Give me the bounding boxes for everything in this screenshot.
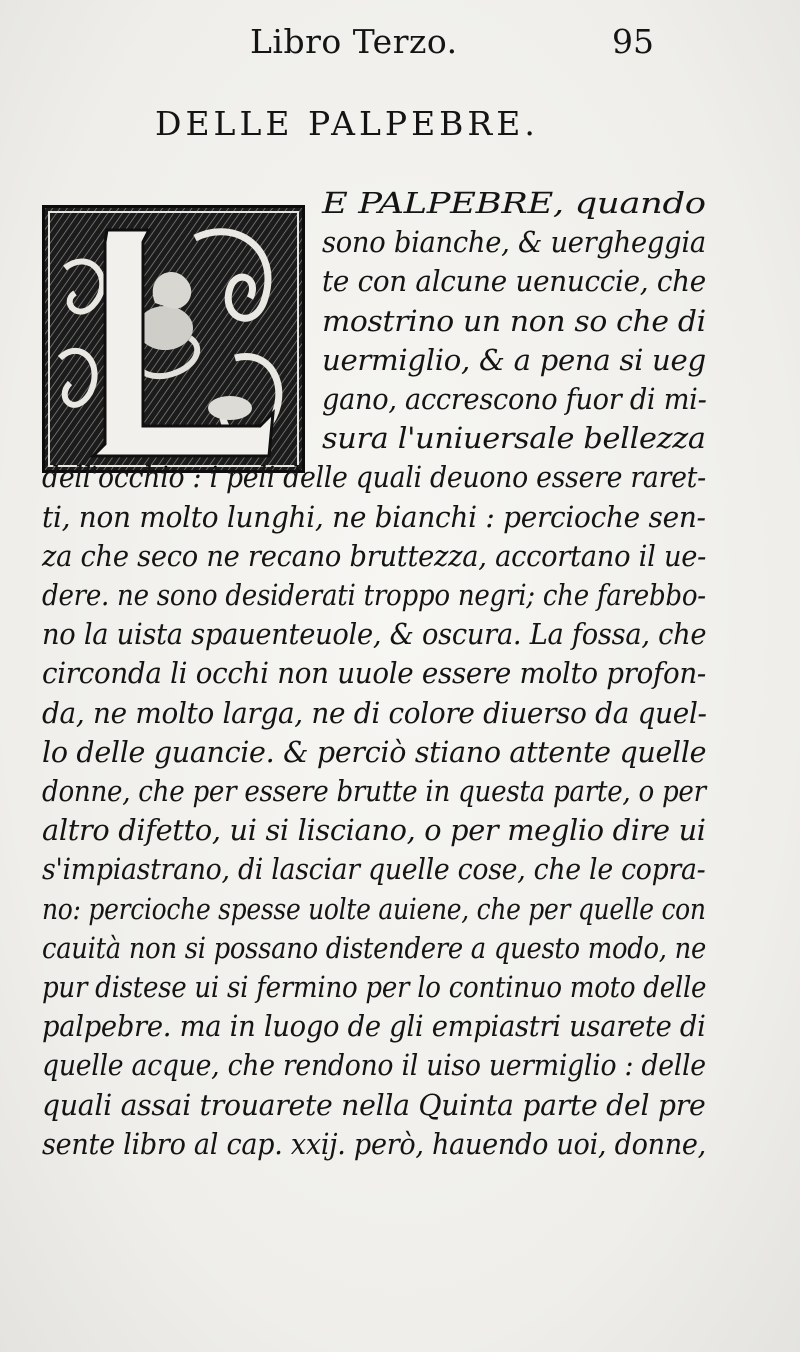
text-line: altro difetto, ui si lisciano, o per meglio dire ui [42,813,706,848]
text-line: lo delle guancie. & perciò stiano attente quelle [42,734,707,769]
text-line: no: percioche spesse uolte auiene, che per quelle con [42,891,706,926]
text-line: da, ne molto larga, ne di colore diuerso da quel- [42,695,707,730]
text-line: gano, accrescono fuor di mi- [322,382,707,416]
text-line: za che seco ne recano bruttezza, accortano il ue- [42,538,707,573]
text-line: quali assai trouarete nella Quinta parte del pre [42,1087,706,1122]
text-line: s'impiastrano, di lasciar quelle cose, che le copra- [42,852,706,887]
text-line: quelle acque, che rendono il uiso uermiglio : delle [42,1048,706,1083]
text-line: dere. ne sono desiderati troppo negri; che farebbo- [42,578,706,612]
text-line: palpebre. ma in luogo de gli empiastri usarete di [42,1009,706,1044]
page-number: 95 [612,22,654,61]
text-line: sente libro al cap. xxij. però, hauendo uoi, donne, [42,1126,706,1161]
text-line: circonda li occhi non uuole essere molto profon- [42,656,706,691]
text-line: donne, che per essere brutte in questa parte, o per [42,774,706,808]
text-line: E PALPEBRE, quando [322,186,706,220]
text-line: te con alcune uenuccie, che [322,264,706,299]
text-line: pur distese ui si fermino per lo continuo moto delle [42,970,707,1004]
text-line: uermiglio, & a pena si ueg [322,342,706,377]
text-line: sura l'uniuersale bellezza [322,421,706,456]
text-line: sono bianche, & uergheggia [322,225,706,260]
text-line: mostrino un non so che di [322,303,706,338]
text-line: no la uista spauenteuole, & oscura. La fossa, che [42,617,707,652]
text-line: dell'occhio : i peli delle quali deuono essere raret- [42,460,706,495]
text-line: cauità non si possano distendere a questo modo, ne [42,930,706,965]
section-title: DELLE PALPEBRE. [155,104,539,143]
running-title: Libro Terzo. [250,22,458,61]
text-line: ti, non molto lunghi, ne bianchi : percioche sen- [42,499,706,534]
